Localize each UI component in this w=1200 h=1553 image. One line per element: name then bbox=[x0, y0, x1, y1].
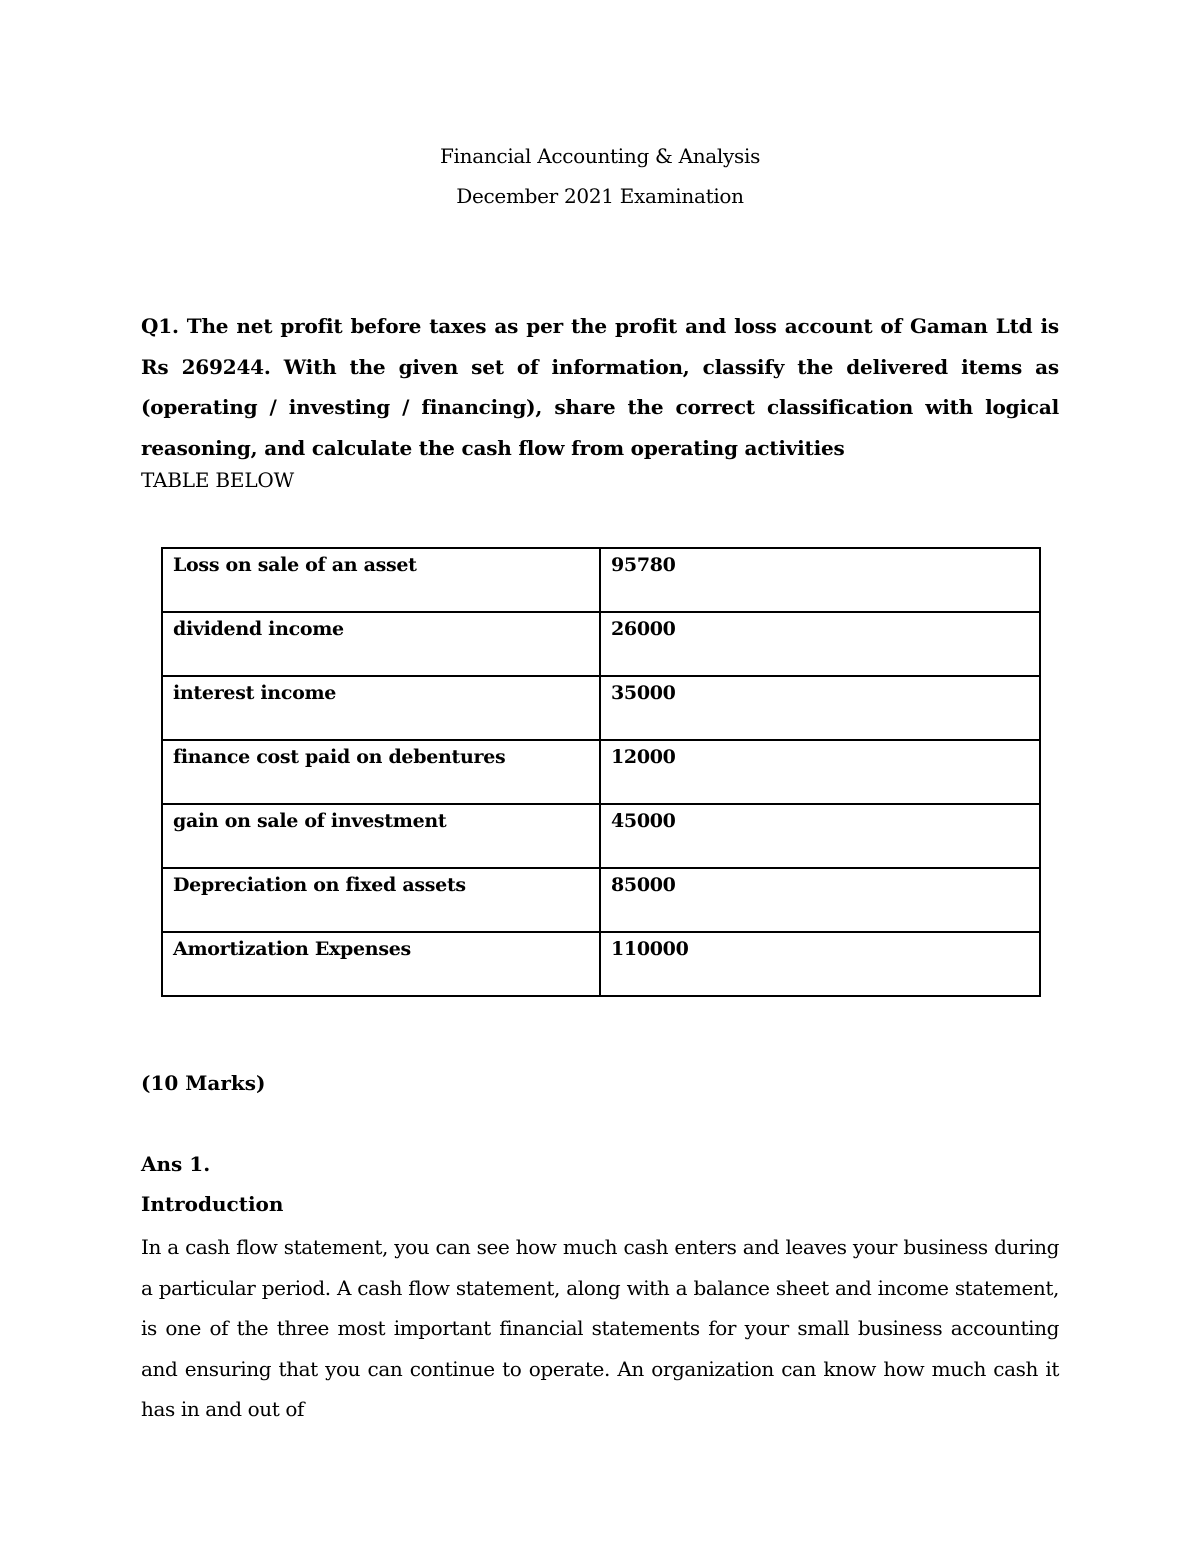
table-row bbox=[162, 868, 1040, 932]
table-row bbox=[162, 676, 1040, 740]
table-row bbox=[162, 548, 1040, 612]
marks-label: (10 Marks) bbox=[141, 1071, 266, 1095]
introduction-paragraph: In a cash flow statement, you can see how much cash enters and leaves your business during a particular period. A cash flow statement, along with a balance sheet and income statement, is one of the three most important financial statements for your small business accounting and ensuring that you can continue to operate. An organization can know how much cash it has in and out of bbox=[141, 1235, 1059, 1421]
row-label: finance cost paid on debentures bbox=[162, 740, 600, 804]
row-value: 12000 bbox=[600, 740, 1040, 804]
table-row bbox=[162, 804, 1040, 868]
row-value: 95780 bbox=[600, 548, 1040, 612]
document-subtitle: December 2021 Examination bbox=[456, 184, 744, 208]
table-caption: TABLE BELOW bbox=[141, 468, 294, 492]
row-label: interest income bbox=[162, 676, 600, 740]
row-value: 85000 bbox=[600, 868, 1040, 932]
document-title: Financial Accounting & Analysis bbox=[439, 144, 761, 168]
row-label: Amortization Expenses bbox=[162, 932, 600, 996]
row-value: 35000 bbox=[600, 676, 1040, 740]
answer-heading: Ans 1. bbox=[141, 1152, 211, 1176]
row-label: Loss on sale of an asset bbox=[162, 548, 600, 612]
row-value: 45000 bbox=[600, 804, 1040, 868]
table-row bbox=[162, 932, 1040, 996]
row-label: gain on sale of investment bbox=[162, 804, 600, 868]
data-table bbox=[161, 547, 1041, 997]
row-value: 110000 bbox=[600, 932, 1040, 996]
table-row bbox=[162, 740, 1040, 804]
question-text: Q1. The net profit before taxes as per the profit and loss account of Gaman Ltd is Rs 269244. With the given set of information, classify the delivered items as (operating / investing / financing), share the correct classification with logical reasoning, and calculate the cash flow from operating activities bbox=[141, 314, 1059, 460]
table-row bbox=[162, 612, 1040, 676]
introduction-heading: Introduction bbox=[141, 1192, 284, 1216]
row-label: Depreciation on fixed assets bbox=[162, 868, 600, 932]
row-value: 26000 bbox=[600, 612, 1040, 676]
row-label: dividend income bbox=[162, 612, 600, 676]
